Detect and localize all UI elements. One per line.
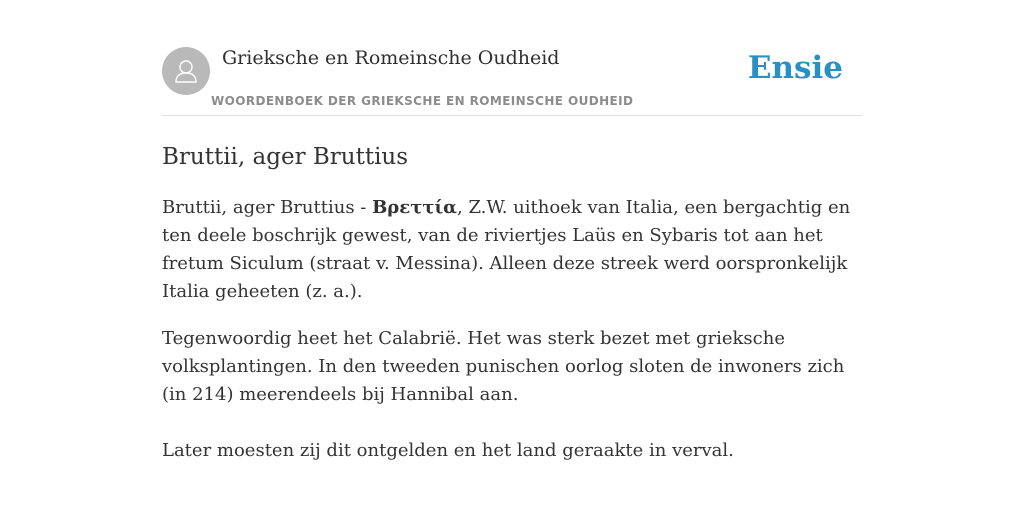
ensie-logo[interactable]: Ensie [747,50,843,86]
source-subtitle: WOORDENBOEK DER GRIEKSCHE EN ROMEINSCHE OUDHEID [211,94,634,108]
source-avatar[interactable] [162,47,210,95]
entry-paragraph-1-rest: , Z.W. uithoek van Italia, een bergachtig en ten deele boschrijk gewest, van de riviertjes Laüs en Sybaris tot aan het fretum Siculum (straat v. Messina). Alleen deze streek werd oorspronkelijk Italia geheeten (z. a.). [162,197,851,302]
entry-title: Bruttii, ager Bruttius [162,144,409,170]
source-title[interactable]: Grieksche en Romeinsche Oudheid [222,47,560,69]
user-placeholder-icon [172,57,200,85]
entry-lead: Bruttii, ager Bruttius - [162,197,373,218]
entry-paragraph-1 [162,194,862,306]
source-header [162,46,862,116]
entry-body [162,194,862,465]
entry-paragraph-2: Tegenwoordig heet het Calabrië. Het was sterk bezet met grieksche volksplantingen. In den tweeden punischen oorlog sloten de inwoners zich (in 214) meerendeels bij Hannibal aan. [162,328,845,405]
entry-card [162,46,862,465]
entry-paragraph-3: Later moesten zij dit ontgelden en het land geraakte in verval. [162,440,734,461]
greek-term: Βρεττία [372,197,458,218]
